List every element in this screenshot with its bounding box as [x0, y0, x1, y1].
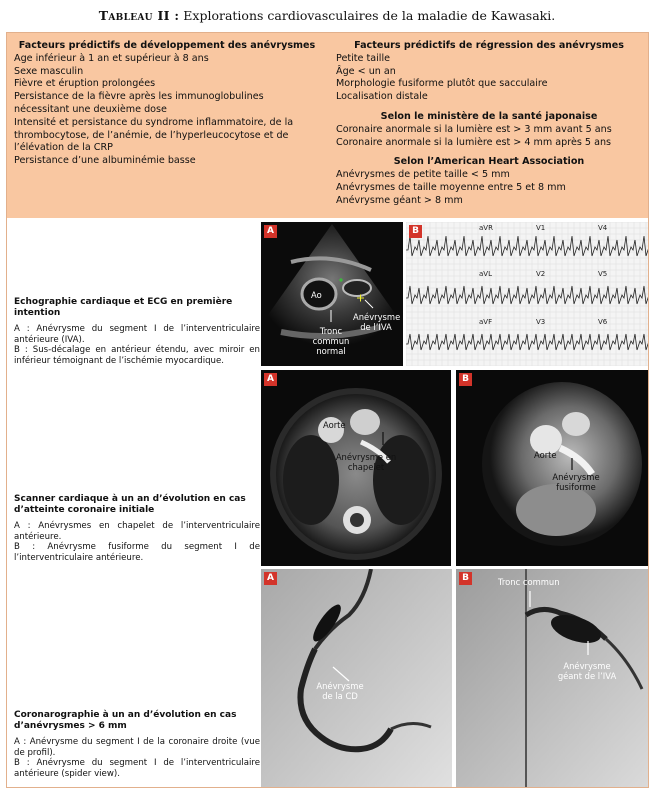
list-item: Localisation distale: [336, 91, 428, 103]
scanner-text: [14, 494, 260, 563]
list-item: Fièvre et éruption prolongées: [14, 78, 156, 90]
echo-image: [261, 222, 403, 366]
list-item: Intensité et persistance du syndrome inflammatoire, de la thrombocytose, de l’anémie, de l’hyperleucocytose et de l’élévation de la CRP: [14, 116, 294, 154]
ecg-lead-label: V4: [598, 224, 608, 232]
echo-caption-a: A : Anévrysme du segment I de l’interventriculaire antérieure (IVA).: [14, 324, 260, 345]
list-item: Persistance de la fièvre après les immunoglobulines nécessitant une deuxième dose: [14, 91, 264, 115]
japan-heading: Selon le ministère de la santé japonaise: [380, 110, 598, 122]
coro-section: [7, 569, 648, 788]
scanner-caption-b: B : Anévrysme fusiforme du segment I de l’interventriculaire antérieure.: [14, 542, 260, 563]
scanner-section: [7, 370, 648, 566]
angio-graphic: [261, 569, 452, 787]
fusiforme-label: Anévrysme fusiforme: [552, 472, 600, 492]
ct-image-b: [456, 370, 648, 566]
panel-badge: A: [264, 225, 277, 238]
table-frame: [6, 32, 649, 788]
coro-caption-b: B : Anévrysme du segment I de l’interventriculaire antérieure (spider view).: [14, 758, 260, 779]
angio-image-a: [261, 569, 452, 787]
panel-badge: A: [264, 572, 277, 585]
echo-caption-b: B : Sus-décalage en antérieur étendu, avec miroir en inférieur témoignant de l’ischémie myocardique.: [14, 345, 260, 366]
ecg-lead-label: V3: [536, 318, 546, 326]
aorte-label: Aorte: [534, 450, 557, 460]
table-caption: Explorations cardiovasculaires de la maladie de Kawasaki.: [179, 8, 556, 23]
ecg-lead-label: V6: [598, 318, 608, 326]
regression-factors: [336, 40, 642, 208]
list-item: Age inférieur à 1 an et supérieur à 8 ans: [14, 52, 209, 64]
list-item: Anévrysme géant > 8 mm: [336, 194, 463, 206]
ivas-aneurysm-label: Anévrysme de l’IVA: [353, 312, 401, 332]
ecg-lead-label: aVR: [479, 224, 493, 232]
aorte-label: Aorte: [323, 420, 346, 430]
list-item: Âge < un an: [336, 65, 396, 77]
giant-aneurysm-label: Anévrysme géant de l’IVA: [557, 661, 617, 681]
chapelet-label: Anévrysme en chapelet: [335, 452, 397, 472]
panel-badge: B: [459, 572, 472, 585]
development-factors: [14, 40, 320, 168]
list-item: Coronaire anormale si la lumière est > 4 mm après 5 ans: [336, 136, 612, 148]
development-heading: Facteurs prédictifs de développement des anévrysmes: [18, 40, 316, 51]
echo-title: Echographie cardiaque et ECG en première intention: [14, 297, 233, 318]
table-label: Tableau II :: [98, 8, 180, 23]
angio-image-b: [456, 569, 648, 787]
ecg-trace: [406, 222, 648, 366]
list-item: Sexe masculin: [14, 65, 84, 77]
ct-image-a: [261, 370, 451, 566]
list-item: Coronaire anormale si la lumière est > 3 mm avant 5 ans: [336, 123, 612, 135]
scanner-caption-a: A : Anévrysmes en chapelet de l’interventriculaire antérieure.: [14, 521, 260, 542]
scanner-title: Scanner cardiaque à un an d’évolution en cas d’atteinte coronaire initiale: [14, 494, 246, 515]
predictors-block: [7, 33, 648, 218]
regression-heading: Facteurs prédictifs de régression des anévrysmes: [354, 40, 624, 51]
table-title: [0, 8, 654, 23]
list-item: Anévrysmes de petite taille < 5 mm: [336, 169, 510, 181]
ao-label: Ao: [311, 290, 322, 300]
coro-caption-a: A : Anévrysme du segment I de la coronaire droite (vue de profil).: [14, 737, 260, 758]
panel-badge: A: [264, 373, 277, 386]
echo-section: [7, 218, 648, 367]
ecg-lead-label: V5: [598, 270, 608, 278]
ecg-lead-label: V1: [536, 224, 546, 232]
list-item: Persistance d’une albuminémie basse: [14, 155, 196, 167]
coro-title: Coronarographie à un an d’évolution en cas d’anévrysmes > 6 mm: [14, 710, 237, 731]
tronc-commun-label: Tronc commun: [498, 577, 560, 587]
list-item: Morphologie fusiforme plutôt que sacculaire: [336, 78, 548, 90]
list-item: Anévrysmes de taille moyenne entre 5 et 8 mm: [336, 181, 566, 193]
ecg-lead-label: aVL: [479, 270, 492, 278]
echo-text: [14, 297, 260, 366]
aha-heading: Selon l’American Heart Association: [393, 156, 585, 168]
ecg-lead-label: V2: [536, 270, 546, 278]
panel-badge: B: [409, 225, 422, 238]
ecg-image: [406, 222, 648, 366]
tronc-label: Tronc commun normal: [312, 326, 350, 356]
panel-badge: B: [459, 373, 472, 386]
ct-slice-graphic: [456, 370, 648, 566]
coro-text: [14, 710, 260, 779]
cd-aneurysm-label: Anévrysme de la CD: [316, 681, 364, 701]
ecg-lead-label: aVF: [479, 318, 493, 326]
list-item: Petite taille: [336, 52, 391, 64]
